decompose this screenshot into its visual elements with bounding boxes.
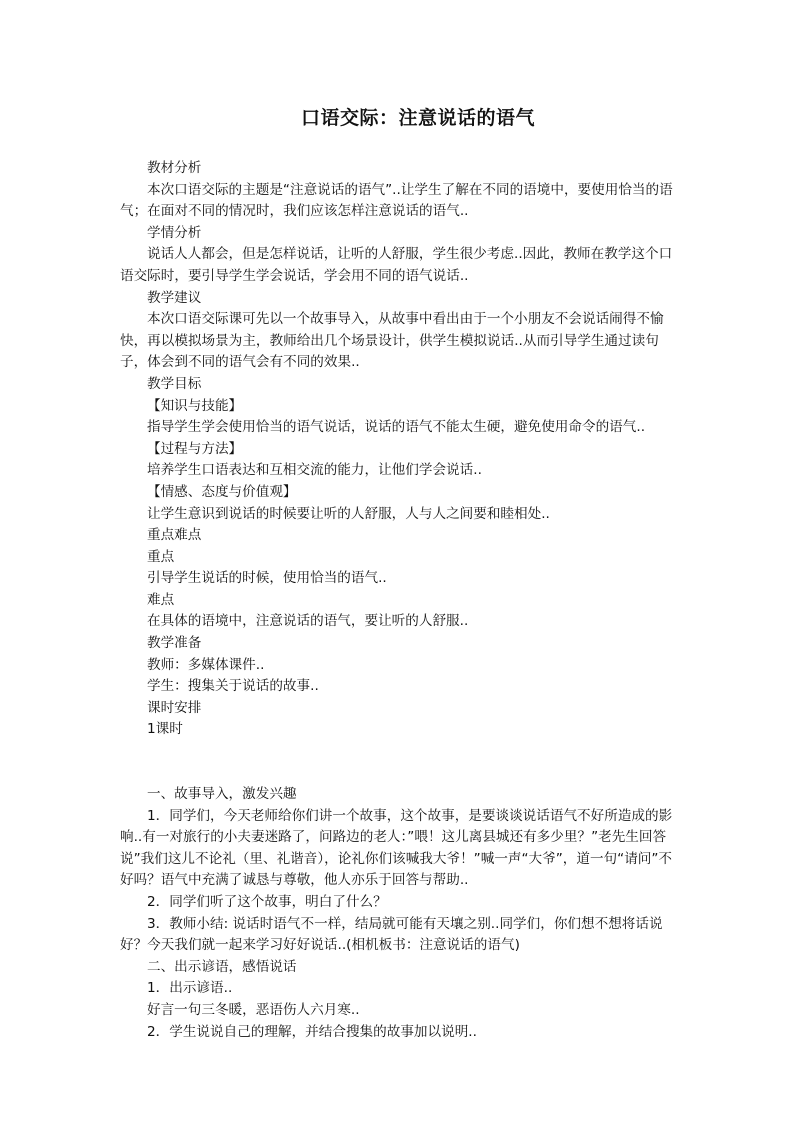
sub-heading: 难点 — [147, 591, 175, 608]
paragraph: 教师：多媒体课件.. — [147, 656, 265, 673]
sub-heading: 【过程与方法】 — [147, 440, 243, 457]
paragraph: 让学生意识到说话的时候要让听的人舒服，人与人之间要和睦相处.. — [147, 505, 550, 522]
document-body — [120, 158, 680, 1043]
paragraph: 指导学生学会使用恰当的语气说话，说话的语气不能太生硬，避免使用命令的语气.. — [147, 419, 646, 436]
paragraph: 学生：搜集关于说话的故事.. — [147, 678, 319, 695]
paragraph: 3．教师小结: 说话时语气不一样，结局就可能有天壤之别..同学们，你们想不想将话说好？今天我们就一起来学习好好说话..(相机板书：注意说话的语气) — [120, 915, 663, 954]
section-heading: 重点难点 — [147, 527, 202, 544]
section-heading: 教学建议 — [147, 289, 202, 306]
document-title: 口语交际：注意说话的语气 — [300, 107, 535, 129]
paragraph: 说话人人都会，但是怎样说话，让听的人舒服，学生很少考虑..因此，教师在教学这个口语交际时，要引导学生学会说话，学会用不同的语气说话.. — [120, 246, 673, 284]
paragraph: 本次口语交际课可先以一个故事导入，从故事中看出由于一个小朋友不会说话闹得不愉快，再以模拟场景为主，教师给出几个场景设计，供学生模拟说话..从而引导学生通过读句子，体会到不同的语气会有不同的效果.. — [120, 311, 664, 371]
blank-space — [120, 741, 680, 784]
sub-heading: 重点 — [147, 548, 175, 565]
section-heading: 教学目标 — [147, 375, 202, 392]
section-heading: 教材分析 — [147, 160, 202, 176]
paragraph: 1．出示谚语.. — [147, 980, 233, 997]
sub-heading: 【情感、态度与价值观】 — [147, 483, 297, 500]
paragraph: 1课时 — [147, 721, 183, 738]
section-heading: 学情分析 — [147, 224, 202, 241]
section-heading: 二、出示谚语，感悟说话 — [147, 958, 297, 975]
paragraph: 在具体的语境中，注意说话的语气，要让听的人舒服.. — [147, 613, 469, 630]
paragraph: 本次口语交际的主题是“注意说话的语气”..让学生了解在不同的语境中，要使用恰当的语气；在面对不同的情况时，我们应该怎样注意说话的语气.. — [120, 181, 673, 220]
section-heading: 教学准备 — [147, 635, 202, 652]
paragraph: 好言一句三冬暖，恶语伤人六月寒.. — [147, 1001, 360, 1018]
paragraph: 1．同学们，今天老师给你们讲一个故事，这个故事，是要谈谈说话语气不好所造成的影响..有一对旅行的小夫妻迷路了，问路边的老人：”喂！这儿离县城还有多少里？”老先生回答说”我们这儿不论礼（里、礼谐音），论礼你们该喊我大爷！”喊一声“大爷”，道一句“请问”不好吗？语气中充满了诚恳与尊敬，他人亦乐于回答与帮助.. — [120, 807, 673, 889]
section-heading: 课时安排 — [147, 699, 202, 716]
paragraph: 引导学生说话的时候，使用恰当的语气.. — [147, 570, 387, 587]
paragraph: 2．同学们听了这个故事，明白了什么？ — [147, 894, 387, 910]
sub-heading: 【知识与技能】 — [147, 397, 243, 414]
paragraph: 培养学生口语表达和互相交流的能力，让他们学会说话.. — [147, 462, 482, 479]
paragraph: 2．学生说说自己的理解，并结合搜集的故事加以说明.. — [147, 1023, 477, 1040]
section-heading: 一、故事导入，激发兴趣 — [147, 786, 297, 803]
